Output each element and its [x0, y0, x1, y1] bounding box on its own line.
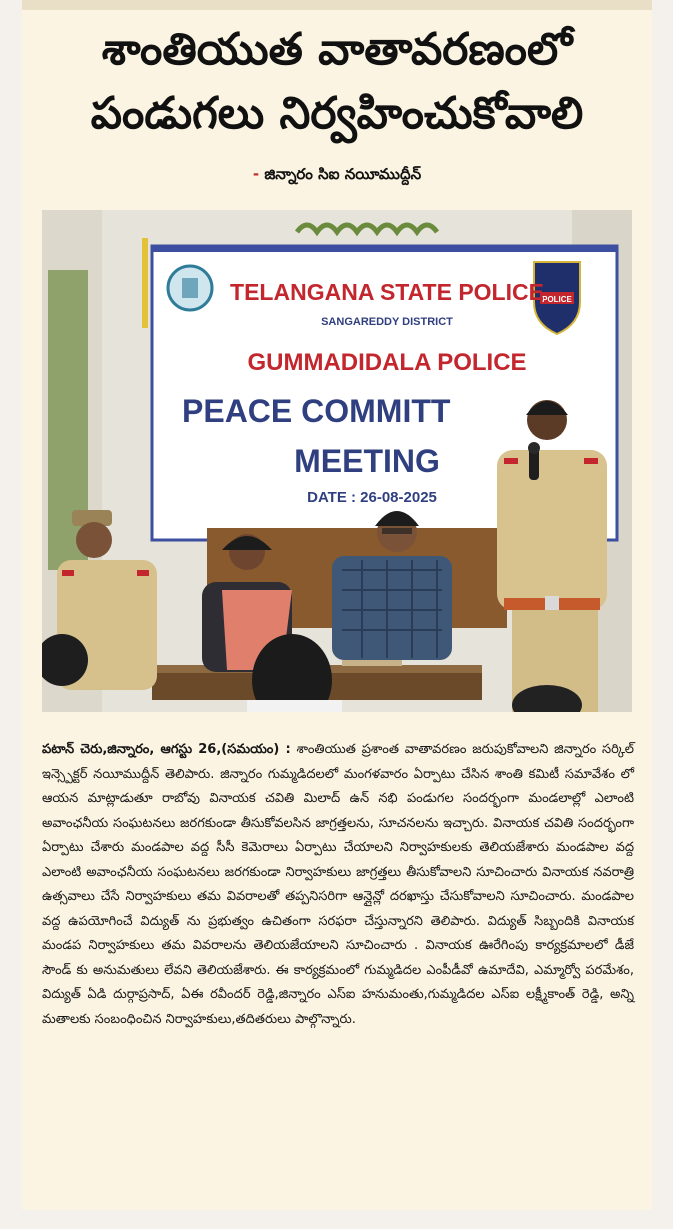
banner-title: TELANGANA STATE POLICE	[230, 279, 544, 305]
article-body-text: శాంతియుత ప్రశాంత వాతావరణం జరుపుకోవాలని జిన్నారం సర్కిల్ ఇన్స్పెక్టర్ నయీముద్దీన్ తెలిపారు. జిన్నారం గుమ్మడిదలలో మంగళవారం ఏర్పాటు చేసిన శాంతి కమిటీ సమావేశం లో ఆయన మాట్లాడుతూ రాబోవు వినాయక చవితి మిలాద్ ఉన్ నభి పండుగల సందర్భంగా మండలాల్లో ఎలాంటి అవాంఛనీయ సంఘటనలు జరగకుండా తీసుకోవలసిన జాగ్రత్తలను, సూచనలను ఇచ్చారు. వినాయక చవితి సందర్భంగా ఏర్పాటు చేశారు మండపాల వద్ద సీసీ కెమెరాలు ఏర్పాటు చేయాలని నిర్వాహకులకు తెలియజేశారు మండపాల వద్ద ఎలాంటి అవాంఛనీయ సంఘటనలు జరగకుండా నిర్వాహకులు జాగ్రత్తలు తీసుకోవాలని సూచించారు వినాయక నవరాత్రి ఉత్సవాలు చేసే నిర్వాహకులు తమ వివరాలతో తప్పనిసరిగా ఆన్లైన్లో దరఖాస్తు చేసుకోవాలని సూచించారు. మండపాల వద్ద ఉపయోగించే విద్యుత్ ను ప్రభుత్వం ఉచితంగా సరఫరా చేస్తున్నారని తెలిపారు. విద్యుత్ సిబ్బందికి వినాయక మండప నిర్వాహకులు తమ వివరాలను తెలియజేయాలని సూచించారు . వినాయక ఊరేగింపు కార్యక్రమాలలో డీజే సౌండ్ కు అనుమతులు లేవని తెలియజేశారు. ఈ కార్యక్రమంలో గుమ్మడిదల ఎంపీడీవో ఉమాదేవి, ఎమ్మార్వో పరమేశం, విద్యుత్ ఏడి దుర్గాప్రసాద్, ఏఈ రవీందర్ రెడ్డి,జిన్నారం ఎస్ఐ హనుమంతు,గుమ్మడిదల ఎస్ఐ లక్ష్మీకాంత్ రెడ్డి, అన్ని మతాలకు సంబంధించిన నిర్వాహకులు,తదితరులు పాల్గొన్నారు.	[42, 742, 634, 1027]
byline-dash: -	[252, 165, 260, 183]
banner-station: GUMMADIDALA POLICE	[247, 349, 527, 376]
meeting-photo-illustration	[42, 210, 632, 712]
article-body	[42, 738, 634, 1032]
meeting-photo	[42, 210, 632, 712]
banner-date: DATE : 26-08-2025	[307, 489, 437, 506]
byline-name: జిన్నారం సిఐ నయీముద్దీన్	[264, 165, 422, 183]
banner-district: SANGAREDDY DISTRICT	[321, 316, 453, 328]
police-badge-label: POLICE	[542, 295, 572, 304]
dateline: పటాన్ చెరు,జిన్నారం, ఆగస్టు 26,(సమయం) :	[42, 742, 291, 757]
headline	[22, 18, 652, 146]
banner-meeting-line-2: MEETING	[294, 443, 440, 479]
byline	[22, 165, 652, 187]
banner-meeting-line-1: PEACE COMMITT	[182, 393, 451, 429]
headline-line-2: పండుగలు నిర్వహించుకోవాలి	[90, 88, 584, 139]
previous-article-strip	[22, 0, 652, 10]
headline-line-1: శాంతియుత వాతావరణంలో	[101, 24, 573, 75]
news-clipping	[22, 0, 652, 1210]
